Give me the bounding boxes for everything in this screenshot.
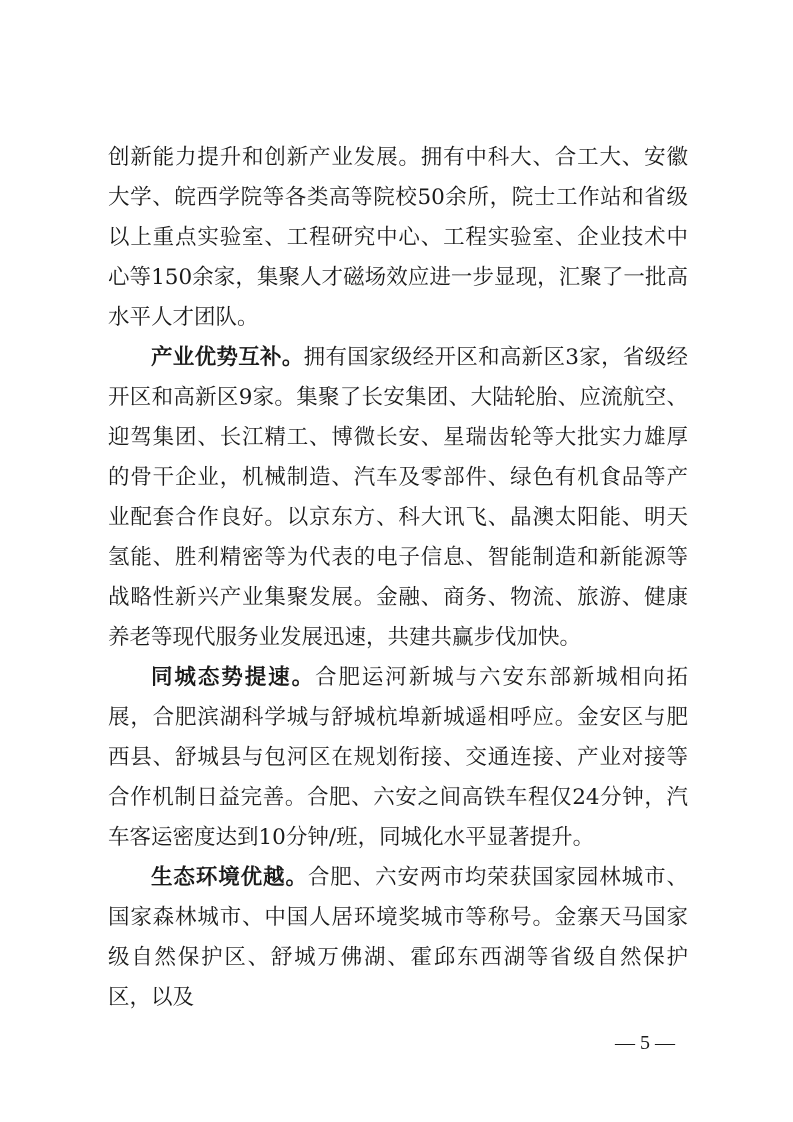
paragraph-text: 合肥、六安两市均荣获国家园林城市、国家森林城市、中国人居环境奖城市等称号。金寨天马国家级自然保护区、舒城万佛湖、霍邱东西湖等省级自然保护区，以及 <box>108 865 688 1010</box>
paragraph-lead: 同城态势提速。 <box>151 665 316 690</box>
paragraph-lead: 生态环境优越。 <box>151 865 308 890</box>
body-text <box>108 138 688 1018</box>
paragraph-ecology <box>108 858 688 1018</box>
paragraph-text: 创新能力提升和创新产业发展。拥有中科大、合工大、安徽大学、皖西学院等各类高等院校50余所，院士工作站和省级以上重点实验室、工程研究中心、工程实验室、企业技术中心等150余家，集聚人才磁场效应进一步显现，汇聚了一批高水平人才团队。 <box>108 145 688 330</box>
paragraph-integration <box>108 658 688 858</box>
paragraph-innovation <box>108 138 688 338</box>
paragraph-industry <box>108 338 688 658</box>
paragraph-text: 合肥运河新城与六安东部新城相向拓展，合肥滨湖科学城与舒城杭埠新城遥相呼应。金安区与肥西县、舒城县与包河区在规划衔接、交通连接、产业对接等合作机制日益完善。合肥、六安之间高铁车程仅24分钟，汽车客运密度达到10分钟/班，同城化水平显著提升。 <box>108 665 688 850</box>
page-number: — 5 — <box>615 1032 675 1054</box>
paragraph-lead: 产业优势互补。 <box>151 345 304 370</box>
paragraph-text: 拥有国家级经开区和高新区3家，省级经开区和高新区9家。集聚了长安集团、大陆轮胎、应流航空、迎驾集团、长江精工、博微长安、星瑞齿轮等大批实力雄厚的骨干企业，机械制造、汽车及零部件、绿色有机食品等产业配套合作良好。以京东方、科大讯飞、晶澳太阳能、明天氢能、胜利精密等为代表的电子信息、智能制造和新能源等战略性新兴产业集聚发展。金融、商务、物流、旅游、健康养老等现代服务业发展迅速，共建共赢步伐加快。 <box>108 345 688 650</box>
